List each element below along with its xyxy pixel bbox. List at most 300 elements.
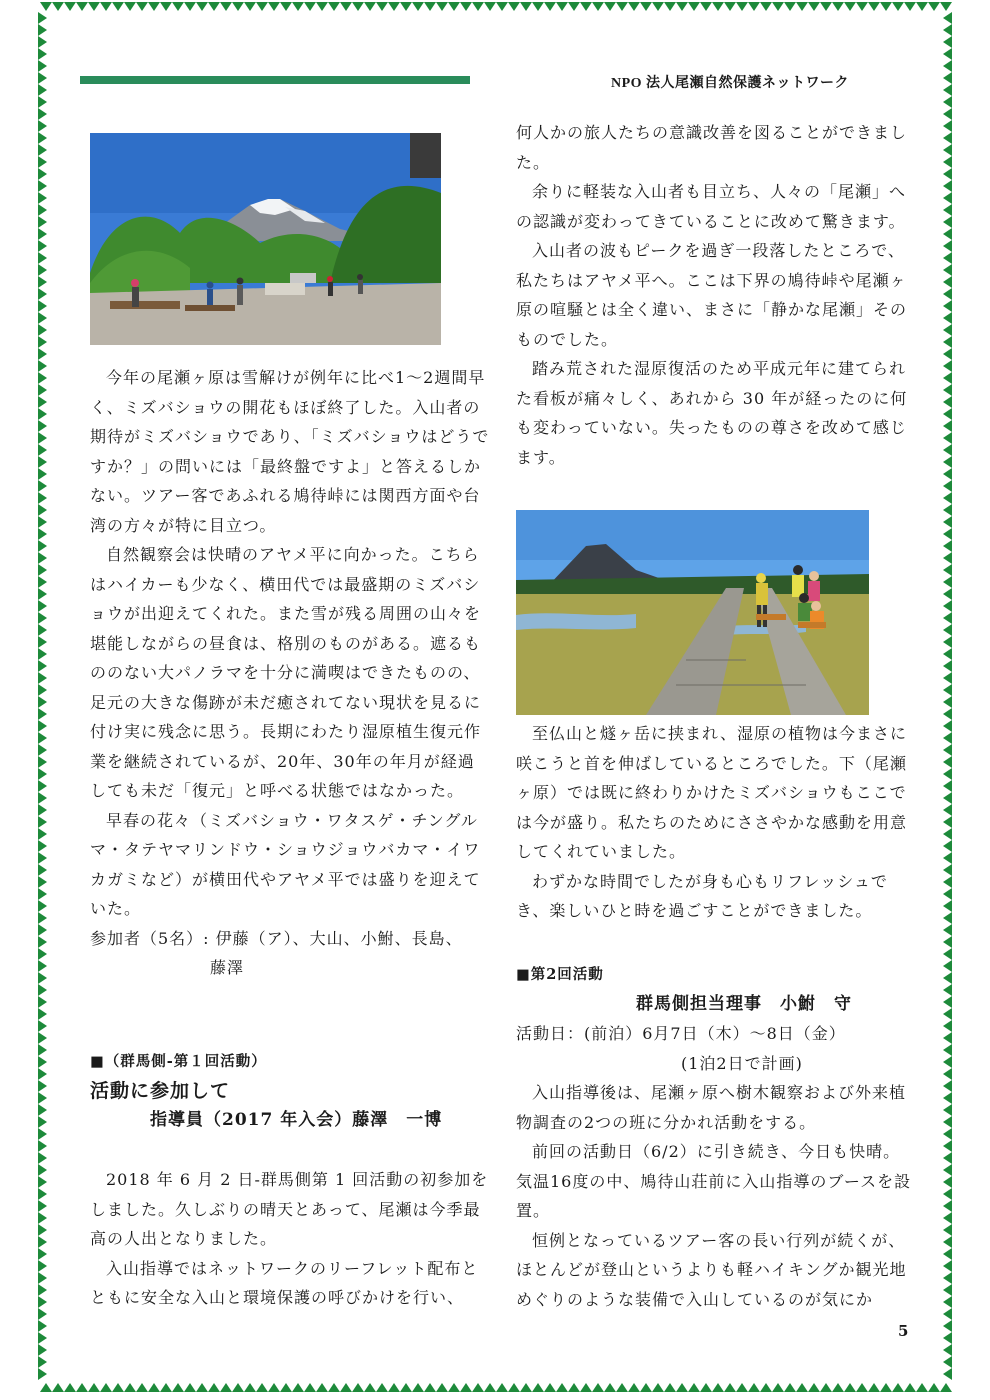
border-triangle: [943, 648, 952, 660]
border-triangle: [38, 732, 47, 744]
border-triangle: [844, 2, 856, 11]
border-triangle: [943, 876, 952, 888]
border-triangle: [904, 2, 916, 11]
border-triangle: [532, 1383, 544, 1392]
border-triangle: [424, 1383, 436, 1392]
border-triangle: [943, 180, 952, 192]
border-triangle: [604, 1383, 616, 1392]
border-triangle: [508, 1383, 520, 1392]
border-triangle: [244, 2, 256, 11]
border-triangle: [943, 684, 952, 696]
paragraph: わずかな時間でしたが身も心もリフレッシュでき、楽しいひと時を過ごすことができました。: [516, 871, 888, 920]
border-triangle: [38, 804, 47, 816]
border-triangle: [38, 888, 47, 900]
border-triangle: [652, 2, 664, 11]
border-triangle: [38, 516, 47, 528]
border-triangle: [616, 1383, 628, 1392]
border-triangle: [943, 1236, 952, 1248]
border-triangle: [220, 2, 232, 11]
border-triangle: [220, 1383, 232, 1392]
border-triangle: [38, 876, 47, 888]
border-triangle: [38, 840, 47, 852]
border-triangle: [943, 1176, 952, 1188]
paragraph: 余りに軽装な入山者も目立ち、人々の「尾瀬」への認識が変わってきていることに改めて驚きます。: [516, 182, 907, 231]
border-triangle: [208, 2, 220, 11]
border-triangle: [38, 336, 47, 348]
border-triangle: [943, 588, 952, 600]
border-triangle: [38, 1224, 47, 1236]
border-triangle: [943, 900, 952, 912]
border-triangle: [943, 756, 952, 768]
border-triangle: [364, 2, 376, 11]
border-triangle: [943, 132, 952, 144]
paragraph: 前回の活動日（6/2）に引き続き、今日も快晴。気温16度の中、鳩待山荘前に入山指導のブースを設置。: [516, 1142, 912, 1220]
border-triangle: [38, 948, 47, 960]
border-left: [38, 12, 47, 1380]
border-triangle: [928, 2, 940, 11]
border-triangle: [943, 1344, 952, 1356]
paragraph: 自然観察会は快晴のアヤメ平に向かった。こちらはハイカーも少なく、横田代では最盛期のミズバショウが出迎えてくれた。また雪が残る周囲の山々を堪能しながらの昼食は、格別のものがある。遮るもののない大パノラマを十分に満喫はできたものの、足元の大きな傷跡が未だ癒されてない現状を見るに付け実に残念に思う。長期にわたり湿原植生復元作業を継続されているが、20年、30年の年月が経過しても未だ「復元」と呼べる状態ではなかった。: [90, 545, 482, 800]
border-triangle: [38, 1032, 47, 1044]
border-triangle: [38, 36, 47, 48]
border-triangle: [38, 720, 47, 732]
border-triangle: [943, 852, 952, 864]
border-triangle: [856, 1383, 868, 1392]
border-triangle: [38, 1152, 47, 1164]
border-triangle: [38, 468, 47, 480]
border-triangle: [38, 288, 47, 300]
paragraph: 何人かの旅人たちの意識改善を図ることができました。: [516, 123, 908, 172]
border-triangle: [340, 1383, 352, 1392]
border-triangle: [38, 588, 47, 600]
border-triangle: [172, 2, 184, 11]
border-triangle: [376, 1383, 388, 1392]
border-triangle: [943, 708, 952, 720]
border-triangle: [496, 1383, 508, 1392]
border-triangle: [38, 1056, 47, 1068]
border-triangle: [160, 1383, 172, 1392]
border-triangle: [38, 264, 47, 276]
border-triangle: [880, 2, 892, 11]
border-triangle: [38, 1092, 47, 1104]
border-triangle: [38, 816, 47, 828]
border-triangle: [943, 996, 952, 1008]
border-triangle: [640, 2, 652, 11]
border-triangle: [664, 2, 676, 11]
border-triangle: [943, 12, 952, 24]
border-triangle: [38, 708, 47, 720]
border-triangle: [38, 192, 47, 204]
border-triangle: [943, 744, 952, 756]
border-triangle: [943, 288, 952, 300]
border-triangle: [943, 144, 952, 156]
border-triangle: [760, 1383, 772, 1392]
border-triangle: [38, 1320, 47, 1332]
border-triangle: [943, 1092, 952, 1104]
border-triangle: [943, 732, 952, 744]
border-triangle: [38, 528, 47, 540]
border-triangle: [943, 480, 952, 492]
border-triangle: [943, 864, 952, 876]
left-column-text: [90, 363, 490, 983]
border-triangle: [688, 2, 700, 11]
border-triangle: [38, 864, 47, 876]
border-triangle: [352, 2, 364, 11]
border-triangle: [88, 2, 100, 11]
border-triangle: [676, 1383, 688, 1392]
border-triangle: [712, 2, 724, 11]
border-triangle: [943, 972, 952, 984]
participants-line: 参加者（5名）: 伊藤（ア）、大山、小鮒、長島、: [90, 928, 463, 948]
border-triangle: [38, 312, 47, 324]
border-triangle: [38, 1356, 47, 1368]
border-triangle: [943, 1008, 952, 1020]
border-triangle: [484, 2, 496, 11]
border-triangle: [943, 156, 952, 168]
paragraph: 今年の尾瀬ヶ原は雪解けが例年に比べ1〜2週間早く、ミズバショウの開花もほぼ終了した。入山者の期待がミズバショウであり、「ミズバショウはどうですか？」の問いには「最終盤ですよ」と答えるしかない。ツアー客であふれる鳩待峠には関西方面や台湾の方々が特に目立つ。: [90, 368, 490, 535]
border-triangle: [38, 216, 47, 228]
border-triangle: [38, 204, 47, 216]
border-triangle: [76, 2, 88, 11]
border-triangle: [196, 1383, 208, 1392]
paragraph: 踏み荒された湿原復活のため平成元年に建てられた看板が痛々しく、あれから 30 年が経ったのに何も変わっていない。失ったものの尊さを改めて感じます。: [516, 359, 908, 467]
border-triangle: [38, 1284, 47, 1296]
border-triangle: [38, 1068, 47, 1080]
border-triangle: [38, 1212, 47, 1224]
border-triangle: [943, 600, 952, 612]
border-triangle: [520, 2, 532, 11]
border-triangle: [943, 1260, 952, 1272]
border-triangle: [38, 540, 47, 552]
border-triangle: [38, 552, 47, 564]
border-triangle: [943, 348, 952, 360]
border-triangle: [943, 564, 952, 576]
border-triangle: [208, 1383, 220, 1392]
border-triangle: [376, 2, 388, 11]
border-triangle: [928, 1383, 940, 1392]
border-triangle: [256, 1383, 268, 1392]
border-right: [943, 12, 952, 1380]
border-triangle: [943, 192, 952, 204]
border-triangle: [532, 2, 544, 11]
border-triangle: [943, 1224, 952, 1236]
border-triangle: [943, 1332, 952, 1344]
border-triangle: [943, 456, 952, 468]
border-triangle: [364, 1383, 376, 1392]
border-triangle: [943, 420, 952, 432]
activity-date-note: (1泊2日で計画): [681, 1053, 803, 1073]
border-triangle: [64, 1383, 76, 1392]
border-triangle: [943, 696, 952, 708]
report2-text: [90, 1165, 490, 1313]
border-triangle: [38, 1248, 47, 1260]
border-triangle: [943, 660, 952, 672]
border-triangle: [943, 1296, 952, 1308]
border-triangle: [592, 2, 604, 11]
border-triangle: [943, 1320, 952, 1332]
border-triangle: [943, 948, 952, 960]
border-bottom: [40, 1383, 952, 1392]
border-triangle: [496, 2, 508, 11]
border-triangle: [700, 1383, 712, 1392]
border-triangle: [328, 2, 340, 11]
border-triangle: [160, 2, 172, 11]
border-triangle: [52, 2, 64, 11]
border-triangle: [38, 1020, 47, 1032]
border-triangle: [943, 924, 952, 936]
activity-date: 活動日：(前泊）6月7日（木）〜8日（金）: [516, 1024, 846, 1043]
paragraph: 入山指導ではネットワークのリーフレット配布とともに安全な入山と環境保護の呼びかけを行い、: [90, 1258, 479, 1307]
border-triangle: [64, 2, 76, 11]
border-triangle: [292, 2, 304, 11]
border-triangle: [784, 1383, 796, 1392]
border-triangle: [748, 1383, 760, 1392]
border-triangle: [943, 216, 952, 228]
border-triangle: [472, 2, 484, 11]
border-triangle: [38, 1164, 47, 1176]
border-triangle: [232, 2, 244, 11]
border-triangle: [943, 624, 952, 636]
border-triangle: [38, 972, 47, 984]
border-top: [40, 2, 952, 11]
border-triangle: [943, 612, 952, 624]
border-triangle: [38, 372, 47, 384]
border-triangle: [544, 2, 556, 11]
border-triangle: [943, 672, 952, 684]
border-triangle: [424, 2, 436, 11]
border-triangle: [892, 2, 904, 11]
border-triangle: [568, 2, 580, 11]
border-triangle: [196, 2, 208, 11]
paragraph: 入山者の波もピークを過ぎ一段落したところで、私たちはアヤメ平へ。ここは下界の鳩待峠や尾瀬ヶ原の喧騒とは全く違い、まさに「静かな尾瀬」そのものでした。: [516, 241, 908, 349]
border-triangle: [943, 72, 952, 84]
border-triangle: [38, 1332, 47, 1344]
photo-boardwalk-hikers: [516, 510, 869, 715]
border-triangle: [38, 1116, 47, 1128]
border-triangle: [38, 744, 47, 756]
border-triangle: [916, 1383, 928, 1392]
border-triangle: [436, 2, 448, 11]
border-triangle: [38, 756, 47, 768]
border-triangle: [943, 1248, 952, 1260]
border-triangle: [40, 1383, 52, 1392]
border-triangle: [700, 2, 712, 11]
border-triangle: [436, 1383, 448, 1392]
border-triangle: [844, 1383, 856, 1392]
border-triangle: [943, 1164, 952, 1176]
border-triangle: [38, 300, 47, 312]
border-triangle: [943, 720, 952, 732]
border-triangle: [943, 1128, 952, 1140]
paragraph: 2018 年 6 月 2 日-群馬側第 1 回活動の初参加をしました。久しぶりの晴天とあって、尾瀬は今季最高の人出となりました。: [90, 1170, 489, 1248]
border-triangle: [112, 2, 124, 11]
border-triangle: [38, 768, 47, 780]
border-triangle: [38, 924, 47, 936]
paragraph: 至仏山と燧ヶ岳に挟まれ、湿原の植物は今まさに咲こうと首を伸ばしているところでした。下（尾瀬ヶ原）では既に終わりかけたミズバショウもここでは今が盛り。私たちのためにささやかな感動を用意してくれていました。: [516, 724, 908, 861]
border-triangle: [38, 120, 47, 132]
border-triangle: [943, 984, 952, 996]
border-triangle: [38, 576, 47, 588]
border-triangle: [124, 1383, 136, 1392]
border-triangle: [556, 1383, 568, 1392]
border-triangle: [38, 960, 47, 972]
border-triangle: [808, 1383, 820, 1392]
border-triangle: [38, 504, 47, 516]
border-triangle: [38, 348, 47, 360]
border-triangle: [40, 2, 52, 11]
border-triangle: [943, 1020, 952, 1032]
border-triangle: [232, 1383, 244, 1392]
border-triangle: [544, 1383, 556, 1392]
border-triangle: [38, 444, 47, 456]
border-triangle: [943, 816, 952, 828]
border-triangle: [943, 252, 952, 264]
border-triangle: [940, 1383, 952, 1392]
border-triangle: [304, 2, 316, 11]
border-triangle: [943, 576, 952, 588]
border-triangle: [943, 24, 952, 36]
border-triangle: [943, 804, 952, 816]
author-line: 群馬側担当理事 小鮒 守: [636, 993, 852, 1014]
border-triangle: [76, 1383, 88, 1392]
border-triangle: [943, 1188, 952, 1200]
border-triangle: [772, 1383, 784, 1392]
border-triangle: [472, 1383, 484, 1392]
border-triangle: [943, 1212, 952, 1224]
border-triangle: [943, 1044, 952, 1056]
border-triangle: [38, 180, 47, 192]
border-triangle: [724, 2, 736, 11]
border-triangle: [38, 1260, 47, 1272]
border-triangle: [664, 1383, 676, 1392]
border-triangle: [943, 168, 952, 180]
border-triangle: [943, 1032, 952, 1044]
border-triangle: [676, 2, 688, 11]
border-triangle: [820, 2, 832, 11]
border-triangle: [943, 1356, 952, 1368]
border-triangle: [943, 1080, 952, 1092]
border-triangle: [460, 1383, 472, 1392]
border-triangle: [38, 984, 47, 996]
border-triangle: [736, 1383, 748, 1392]
border-triangle: [38, 1296, 47, 1308]
border-triangle: [943, 504, 952, 516]
article-title: 活動に参加して: [90, 1079, 231, 1102]
participants-continuation: 藤澤: [210, 958, 245, 977]
border-triangle: [412, 1383, 424, 1392]
border-triangle: [38, 1308, 47, 1320]
border-triangle: [38, 936, 47, 948]
border-triangle: [868, 1383, 880, 1392]
border-triangle: [292, 1383, 304, 1392]
border-triangle: [712, 1383, 724, 1392]
border-triangle: [736, 2, 748, 11]
border-triangle: [943, 108, 952, 120]
border-triangle: [38, 684, 47, 696]
border-triangle: [184, 2, 196, 11]
border-triangle: [316, 1383, 328, 1392]
organization-name: NPO 法人尾瀬自然保護ネットワーク: [610, 76, 850, 91]
border-triangle: [943, 444, 952, 456]
border-triangle: [38, 600, 47, 612]
border-triangle: [820, 1383, 832, 1392]
border-triangle: [38, 1344, 47, 1356]
border-triangle: [943, 792, 952, 804]
photo-mountain-parking: [90, 133, 441, 345]
border-triangle: [943, 912, 952, 924]
border-triangle: [484, 1383, 496, 1392]
border-triangle: [772, 2, 784, 11]
border-triangle: [38, 1008, 47, 1020]
border-triangle: [316, 2, 328, 11]
border-triangle: [38, 648, 47, 660]
border-triangle: [304, 1383, 316, 1392]
border-triangle: [38, 240, 47, 252]
section-marker: ■第2回活動: [516, 966, 604, 983]
border-triangle: [38, 1200, 47, 1212]
border-triangle: [943, 828, 952, 840]
border-triangle: [943, 1140, 952, 1152]
paragraph: 恒例となっているツアー客の長い行列が続くが、ほとんどが登山というよりも軽ハイキングか観光地めぐりのような装備で入山しているのが気にか: [516, 1230, 907, 1309]
border-triangle: [943, 1056, 952, 1068]
border-triangle: [892, 1383, 904, 1392]
border-triangle: [136, 1383, 148, 1392]
border-triangle: [412, 2, 424, 11]
border-triangle: [943, 96, 952, 108]
border-triangle: [38, 24, 47, 36]
border-triangle: [943, 552, 952, 564]
border-triangle: [943, 960, 952, 972]
border-triangle: [38, 480, 47, 492]
border-triangle: [38, 1176, 47, 1188]
border-triangle: [38, 1128, 47, 1140]
border-triangle: [244, 1383, 256, 1392]
border-triangle: [943, 372, 952, 384]
right-column-text-top: [516, 118, 916, 472]
border-triangle: [943, 1068, 952, 1080]
border-triangle: [38, 396, 47, 408]
border-triangle: [448, 2, 460, 11]
report2-block: [90, 1047, 490, 1136]
border-triangle: [38, 84, 47, 96]
border-triangle: [943, 1200, 952, 1212]
border-triangle: [832, 1383, 844, 1392]
border-triangle: [628, 1383, 640, 1392]
border-triangle: [943, 228, 952, 240]
border-triangle: [38, 96, 47, 108]
border-triangle: [868, 2, 880, 11]
border-triangle: [592, 1383, 604, 1392]
border-triangle: [38, 1044, 47, 1056]
border-triangle: [38, 828, 47, 840]
border-triangle: [943, 492, 952, 504]
border-triangle: [943, 1152, 952, 1164]
border-triangle: [448, 1383, 460, 1392]
border-triangle: [148, 1383, 160, 1392]
border-triangle: [38, 624, 47, 636]
header-accent-bar: [80, 76, 470, 84]
border-triangle: [652, 1383, 664, 1392]
border-triangle: [808, 2, 820, 11]
border-triangle: [184, 1383, 196, 1392]
paragraph: 早春の花々（ミズバショウ・ワタスゲ・チングルマ・タテヤマリンドウ・ショウジョウバカマ・イワカガミなど）が横田代やアヤメ平では盛りを迎えていた。: [90, 810, 481, 918]
border-triangle: [460, 2, 472, 11]
border-triangle: [38, 276, 47, 288]
border-triangle: [580, 1383, 592, 1392]
border-triangle: [38, 168, 47, 180]
border-triangle: [38, 912, 47, 924]
border-triangle: [268, 2, 280, 11]
